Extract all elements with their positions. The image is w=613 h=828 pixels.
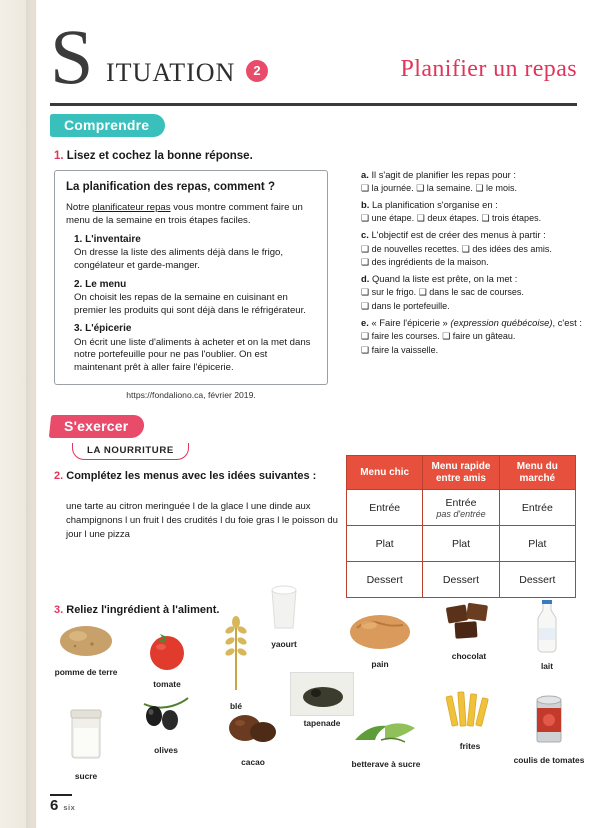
quiz-c-option-3[interactable]: ❑ des ingrédients de la maison. — [361, 257, 489, 268]
article-lead-link: planificateur repas — [92, 202, 171, 214]
exercise-2-instruction-text: Complétez les menus avec les idées suivantes : — [66, 470, 317, 482]
quiz-c-letter: c. — [361, 229, 369, 241]
article-step-1-title: 1. L'inventaire — [74, 233, 141, 245]
potato-icon — [58, 620, 114, 660]
food-label-chocolat: chocolat — [451, 651, 487, 661]
quiz-c-option-1[interactable]: ❑ de nouvelles recettes. — [361, 243, 460, 254]
exercise-1-instruction-text: Lisez et cochez la bonne réponse. — [66, 150, 253, 162]
cell-entree-chic[interactable]: Entrée — [347, 490, 423, 526]
quiz-item-d — [361, 272, 606, 313]
food-label-cacao: cacao — [241, 757, 265, 767]
cell-entree-rapide[interactable]: Entrée pas d'entrée — [423, 490, 499, 526]
cell-plat-chic[interactable]: Plat — [347, 526, 423, 562]
menu-column-marche: Menu du marché — [499, 456, 575, 490]
food-item-frites[interactable] — [434, 690, 506, 751]
situation-word: ITUATION — [106, 58, 236, 87]
quiz-c-option-2[interactable]: ❑ des idées des amis. — [461, 243, 552, 254]
table-row — [347, 562, 576, 598]
quiz-e-option-1[interactable]: ❑ faire les courses. — [361, 331, 440, 342]
situation-letter: S — [50, 13, 94, 100]
page-content — [36, 0, 613, 828]
quiz-d-option-3[interactable]: ❑ dans le portefeuille. — [361, 301, 450, 312]
cell-entree-marche[interactable]: Entrée — [499, 490, 575, 526]
quiz-e-option-3[interactable]: ❑ faire la vaisselle. — [361, 345, 439, 356]
article-lead — [66, 202, 316, 228]
tomato-can-icon — [529, 690, 569, 748]
quiz-d-stem: Quand la liste est prête, on la met : — [371, 273, 518, 285]
exercise-2-instruction — [54, 469, 334, 483]
page-title: Planifier un repas — [400, 56, 577, 82]
food-label-betterave: betterave à sucre — [351, 759, 421, 769]
tomato-icon — [143, 628, 191, 672]
quiz-e-stem-before: « Faire l'épicerie » — [371, 316, 451, 328]
quiz-e-stem-after: , c'est : — [552, 316, 582, 328]
situation-number-badge: 2 — [246, 60, 268, 82]
food-label-tapenade: tapenade — [303, 718, 341, 728]
menu-column-chic: Menu chic — [347, 456, 423, 490]
food-label-coulis: coulis de tomates — [513, 755, 585, 765]
quiz-c-stem: L'objectif est de créer des menus à partir : — [371, 229, 546, 241]
cell-dessert-rapide[interactable]: Dessert — [423, 562, 499, 598]
quiz-b-option-3[interactable]: ❑ trois étapes. — [481, 213, 542, 224]
olives-icon — [138, 694, 194, 738]
exercise-2-number: 2. — [54, 470, 64, 482]
quiz-item-e — [361, 316, 606, 357]
folio-number: 6 — [50, 797, 59, 814]
chocolate-icon — [441, 598, 497, 644]
folio-rule — [50, 794, 72, 796]
sugar-jar-icon — [64, 704, 108, 764]
food-item-sucre[interactable] — [50, 704, 122, 781]
cocoa-icon — [223, 706, 283, 750]
quiz-a-letter: a. — [361, 169, 369, 180]
menu-table — [346, 455, 576, 598]
left-margin-band — [0, 0, 36, 828]
food-label-frites: frites — [459, 741, 481, 751]
food-label-ble: blé — [229, 701, 243, 711]
cell-plat-marche[interactable]: Plat — [499, 526, 575, 562]
quiz-b-stem: La planification s'organise en : — [371, 199, 498, 211]
exercise-3-instruction — [54, 604, 219, 616]
menu-column-rapide: Menu rapide entre amis — [423, 456, 499, 490]
food-item-pomme-de-terre[interactable] — [46, 620, 126, 677]
quiz-d-option-1[interactable]: ❑ sur le frigo. — [361, 287, 417, 298]
yogurt-icon — [264, 580, 304, 632]
quiz-list — [361, 168, 606, 360]
menu-table-wrap — [346, 455, 576, 598]
header-rule — [50, 103, 577, 106]
food-item-lait[interactable] — [514, 598, 580, 671]
beet-icon — [351, 714, 421, 752]
article-lead-before: Notre — [66, 202, 93, 214]
quiz-e-stem-italic: (expression québécoise) — [450, 316, 553, 328]
quiz-e-option-2[interactable]: ❑ faire un gâteau. — [442, 331, 516, 342]
exercise-2-word-bank: une tarte au citron meringuée l de la glace l une dinde aux champignons l un fruit l des crudités l du foie gras l le poisson du jour l une pizza — [66, 501, 338, 540]
quiz-e-letter: e. — [361, 316, 369, 328]
food-item-olives[interactable] — [130, 694, 202, 755]
fries-icon — [441, 690, 499, 734]
quiz-a-stem: Il s'agit de planifier les repas pour : — [371, 169, 517, 180]
milk-icon — [530, 598, 564, 654]
quiz-a-option-2[interactable]: ❑ la semaine. — [416, 183, 473, 194]
topic-label-nourriture: LA NOURRITURE — [72, 443, 189, 460]
food-label-yaourt: yaourt — [271, 639, 297, 649]
article-source: https://fondaliono.ca, février 2019. — [126, 390, 256, 400]
article-step-3-body: On écrit une liste d'aliments à acheter et on la met dans notre portefeuille pour ne pas l'oublier. On est maintenant prêt à aller faire l'épicerie. — [74, 336, 311, 374]
article-step-2-title: 2. Le menu — [74, 278, 127, 290]
article-step-2-body: On choisit les repas de la semaine en cuisinant en premier les produits qui sont déjà dans le réfrigérateur. — [74, 291, 306, 316]
exercise-1-number: 1. — [54, 150, 64, 162]
article-lead-after: vous montre comment faire un menu de la semaine en trois étapes faciles. — [66, 202, 303, 227]
bread-icon — [347, 608, 413, 652]
food-item-cacao[interactable] — [216, 706, 290, 767]
page-folio — [50, 797, 75, 814]
food-label-olives: olives — [154, 745, 178, 755]
food-label-tomate: tomate — [153, 679, 181, 689]
article-title: La planification des repas, comment ? — [66, 181, 275, 193]
food-item-tomate[interactable] — [132, 628, 202, 689]
cell-plat-rapide[interactable]: Plat — [423, 526, 499, 562]
quiz-d-option-2[interactable]: ❑ dans le sac de courses. — [418, 287, 524, 298]
cell-dessert-chic[interactable]: Dessert — [347, 562, 423, 598]
margin-shadow — [26, 0, 36, 828]
quiz-b-letter: b. — [361, 199, 370, 211]
quiz-b-option-2[interactable]: ❑ deux étapes. — [416, 213, 479, 224]
tapenade-icon — [290, 672, 354, 716]
food-label-sucre: sucre — [74, 771, 98, 781]
exercise-1-instruction — [54, 150, 253, 162]
food-item-pain[interactable] — [342, 608, 418, 669]
section-banner-sexercer: S'exercer — [49, 415, 146, 438]
food-item-yaourt[interactable] — [252, 580, 316, 649]
article-step-3-title: 3. L'épicerie — [74, 323, 132, 335]
food-label-lait: lait — [540, 661, 554, 671]
quiz-item-c — [361, 228, 606, 269]
folio-word: six — [63, 803, 76, 812]
section-banner-comprendre: Comprendre — [50, 114, 165, 137]
table-header-row — [347, 456, 576, 490]
cell-dessert-marche[interactable]: Dessert — [499, 562, 575, 598]
table-row — [347, 490, 576, 526]
quiz-d-letter: d. — [361, 273, 370, 285]
article-box — [54, 170, 328, 385]
quiz-item-b — [361, 198, 606, 225]
article-step-1-body: On dresse la liste des aliments déjà dans le frigo, congélateur et garde-manger. — [74, 247, 284, 271]
food-label-pomme-de-terre: pomme de terre — [54, 667, 118, 677]
quiz-b-option-1[interactable]: ❑ une étape. — [361, 213, 415, 224]
quiz-a-option-3[interactable]: ❑ le mois. — [475, 183, 518, 194]
food-item-coulis-de-tomates[interactable] — [502, 690, 596, 765]
food-label-pain: pain — [371, 659, 389, 669]
situation-header — [50, 13, 350, 100]
exercise-3-instruction-text: Reliez l'ingrédient à l'aliment. — [66, 604, 220, 616]
quiz-item-a — [361, 168, 606, 195]
exercise-3-number: 3. — [54, 604, 64, 616]
food-item-betterave[interactable] — [340, 714, 432, 769]
quiz-a-option-1[interactable]: ❑ la journée. — [361, 183, 414, 194]
food-item-chocolat[interactable] — [432, 598, 506, 661]
table-row — [347, 526, 576, 562]
